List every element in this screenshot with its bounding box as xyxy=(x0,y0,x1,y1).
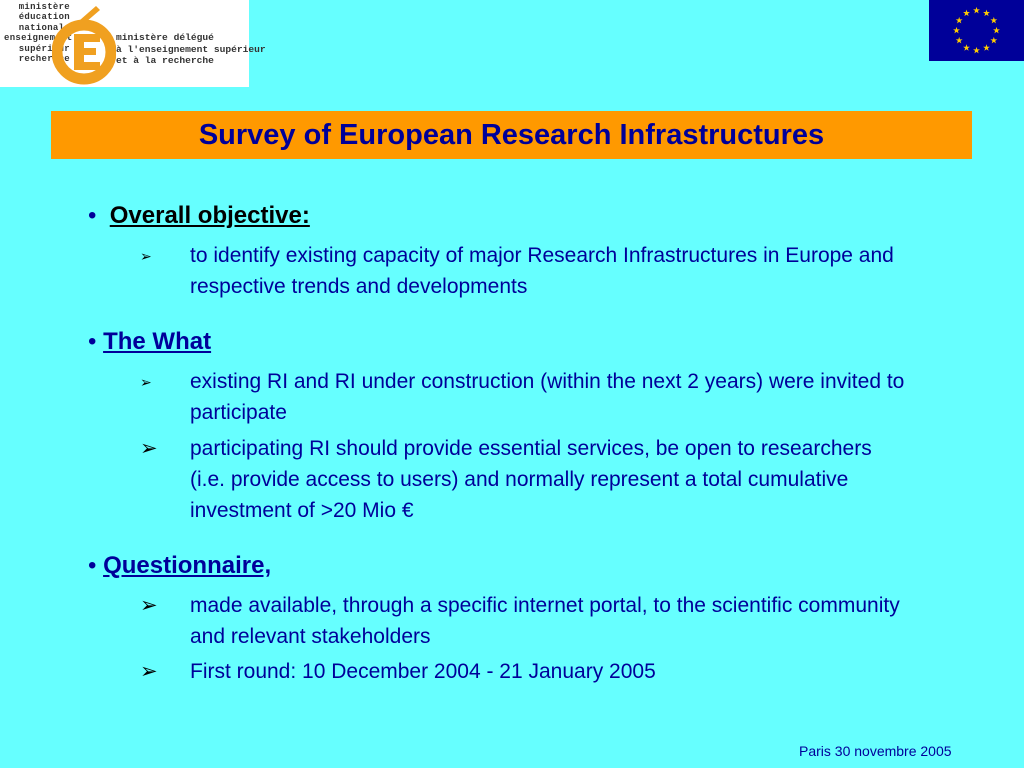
section-heading-text: Overall objective: xyxy=(109,202,310,229)
list-item-text: made available, through a specific internet portal, to the scientific community and relevant stakeholders xyxy=(190,594,900,648)
arrow-bullet-icon: ➢ xyxy=(140,660,158,683)
bullet-icon: • xyxy=(88,328,97,355)
list-item-text: First round: 10 December 2004 - 21 January 2005 xyxy=(190,660,656,683)
section-heading-the-what xyxy=(88,328,211,356)
list-item-text: to identify existing capacity of major Research Infrastructures in Europe and respective trends and developments xyxy=(190,244,894,298)
arrow-bullet-icon: ➢ xyxy=(140,594,158,617)
logo-right-text: ministère délégué à l'enseignement supérieur et à la recherche xyxy=(116,32,266,66)
arrow-bullet-icon: ➢ xyxy=(140,374,152,390)
section-heading-text: Questionnaire, xyxy=(103,552,272,579)
arrow-bullet-icon: ➢ xyxy=(140,437,158,460)
bullet-icon: • xyxy=(88,202,97,229)
bullet-icon: • xyxy=(88,552,97,579)
section-heading-overall-objective xyxy=(88,202,310,230)
section-heading-questionnaire xyxy=(88,552,271,580)
section-heading-text: The What xyxy=(103,328,212,355)
footer-date: Paris 30 novembre 2005 xyxy=(799,743,952,759)
logo-left-text: ministère éducation nationale enseignement supérieur recherche xyxy=(4,2,73,65)
arrow-bullet-icon: ➢ xyxy=(140,248,152,264)
slide-title: Survey of European Research Infrastructures xyxy=(198,118,825,151)
list-item-text: existing RI and RI under construction (within the next 2 years) were invited to participate xyxy=(190,370,905,424)
list-item-text: participating RI should provide essential services, be open to researchers (i.e. provide access to users) and normally represent a total cumulative investment of >20 Mio € xyxy=(190,437,872,522)
